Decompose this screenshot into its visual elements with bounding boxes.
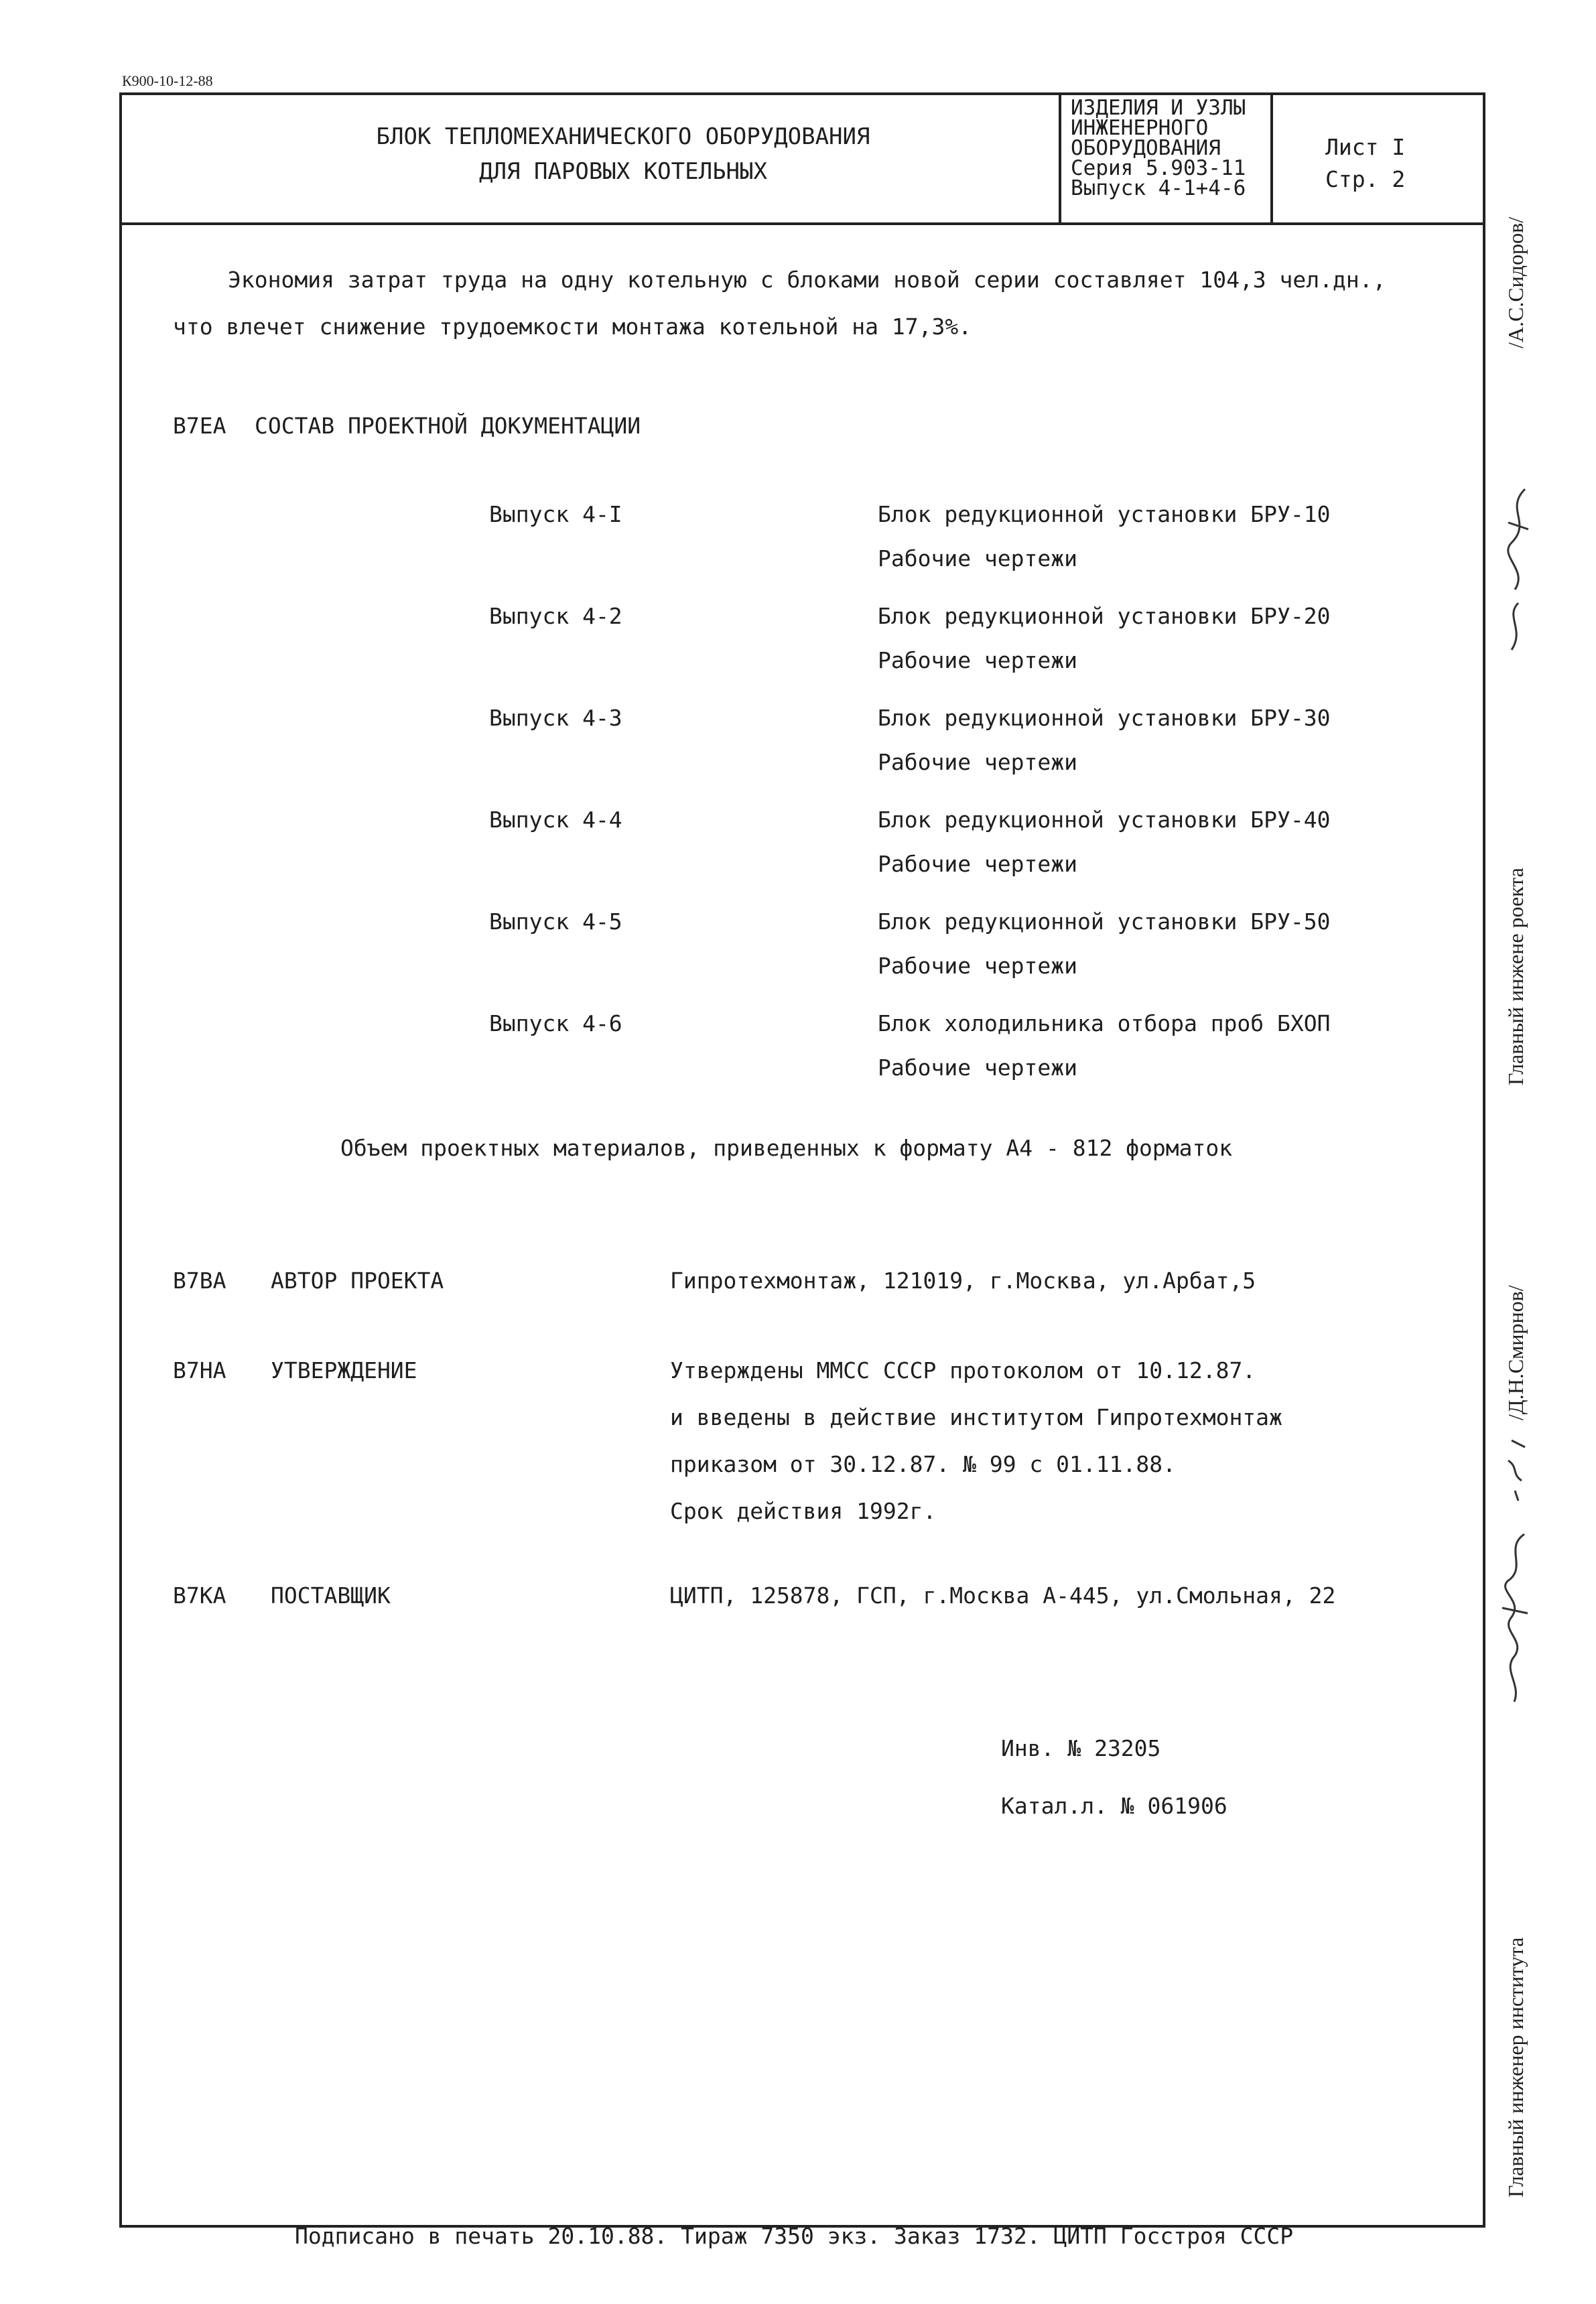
inventory-number: Инв. № 23205 (1001, 1735, 1161, 1761)
header-title-line1: БЛОК ТЕПЛОМЕХАНИЧЕСКОГО ОБОРУДОВАНИЯ (376, 123, 870, 150)
approval-code: В7НА (173, 1357, 226, 1383)
sheet-number: Лист I (1325, 134, 1406, 160)
issue-number: Выпуск 4-3 (489, 705, 622, 731)
signature-2-mark (1498, 1434, 1538, 1507)
issue-name: Блок редукционной установки БРУ-20 (878, 603, 1331, 629)
issue-kind: Рабочие чертежи (878, 749, 1078, 775)
header-title (214, 119, 1032, 189)
sheet-box (1325, 131, 1405, 196)
approval-line: Утверждены ММСС СССР протоколом от 10.12.87. (670, 1357, 1256, 1383)
issue-name: Блок редукционной установки БРУ-30 (878, 705, 1331, 731)
author-label: АВТОР ПРОЕКТА (271, 1268, 444, 1294)
issue-number: Выпуск 4-I (489, 501, 622, 527)
approval-label: УТВЕРЖДЕНИЕ (271, 1357, 417, 1383)
header-title-line2: ДЛЯ ПАРОВЫХ КОТЕЛЬНЫХ (479, 158, 767, 185)
issue-number: Выпуск 4-6 (489, 1010, 622, 1036)
header-divider-sheet (1270, 92, 1273, 224)
issue-kind: Рабочие чертежи (878, 1055, 1078, 1081)
intro-line1: Экономия затрат труда на одну котельную с блоками новой серии составляет 104,3 чел.дн., (228, 267, 1386, 293)
catalog-number: Катал.л. № 061906 (1001, 1793, 1227, 1819)
series-line: ИНЖЕНЕРНОГО (1071, 116, 1209, 140)
header-divider-series (1059, 92, 1061, 224)
volume-text: Объем проектных материалов, приведенных к формату А4 - 812 форматок (340, 1135, 1233, 1161)
series-line: Серия 5.903-11 (1071, 156, 1246, 180)
issue-name: Блок редукционной установки БРУ-10 (878, 501, 1331, 527)
approval-line: Срок действия 1992г. (670, 1498, 937, 1524)
issue-number: Выпуск 4-4 (489, 807, 622, 833)
margin-role-1: Главный инжене роекта (1504, 868, 1528, 1085)
intro-line2: что влечет снижение трудоемкости монтажа котельной на 17,3%. (173, 314, 972, 340)
issue-kind: Рабочие чертежи (878, 851, 1078, 877)
issue-number: Выпуск 4-5 (489, 908, 622, 935)
page-number: Стр. 2 (1325, 166, 1406, 192)
issue-name: Блок редукционной установки БРУ-50 (878, 908, 1331, 935)
approval-line: и введены в действие институтом Гипротехмонтаж (670, 1404, 1282, 1430)
signature-2 (1494, 1528, 1541, 1708)
issue-name: Блок холодильника отбора проб БХОП (878, 1010, 1331, 1036)
supplier-value: ЦИТП, 125878, ГСП, г.Москва А-445, ул.Смольная, 22 (670, 1582, 1336, 1609)
document-code: К900-10-12-88 (122, 72, 213, 89)
issue-kind: Рабочие чертежи (878, 647, 1078, 673)
issue-name: Блок редукционной установки БРУ-40 (878, 807, 1331, 833)
series-line: ОБОРУДОВАНИЯ (1071, 136, 1221, 160)
series-line: Выпуск 4-1+4-6 (1071, 176, 1246, 200)
margin-role-2: Главный инженер института (1504, 1937, 1528, 2197)
author-value: Гипротехмонтаж, 121019, г.Москва, ул.Арбат,5 (670, 1268, 1256, 1294)
series-box (1071, 98, 1246, 198)
composition-title: СОСТАВ ПРОЕКТНОЙ ДОКУМЕНТАЦИИ (255, 413, 641, 439)
issue-number: Выпуск 4-2 (489, 603, 622, 629)
composition-code: В7ЕА (173, 413, 226, 439)
print-footer: Подписано в печать 20.10.88. Тираж 7350 экз. Заказ 1732. ЦИТП Госстроя СССР (295, 2223, 1294, 2249)
header-divider (119, 222, 1485, 225)
supplier-label: ПОСТАВЩИК (271, 1582, 391, 1609)
margin-name-2: /Д.Н.Смирнов/ (1504, 1285, 1528, 1420)
issue-kind: Рабочие чертежи (878, 953, 1078, 979)
signature-1 (1498, 482, 1538, 657)
margin-name-1: /А.С.Сидоров/ (1504, 216, 1528, 348)
series-line: ИЗДЕЛИЯ И УЗЛЫ (1071, 96, 1246, 120)
issue-kind: Рабочие чертежи (878, 545, 1078, 571)
supplier-code: В7КА (173, 1582, 226, 1609)
approval-line: приказом от 30.12.87. № 99 с 01.11.88. (670, 1451, 1176, 1477)
author-code: В7ВА (173, 1268, 226, 1294)
